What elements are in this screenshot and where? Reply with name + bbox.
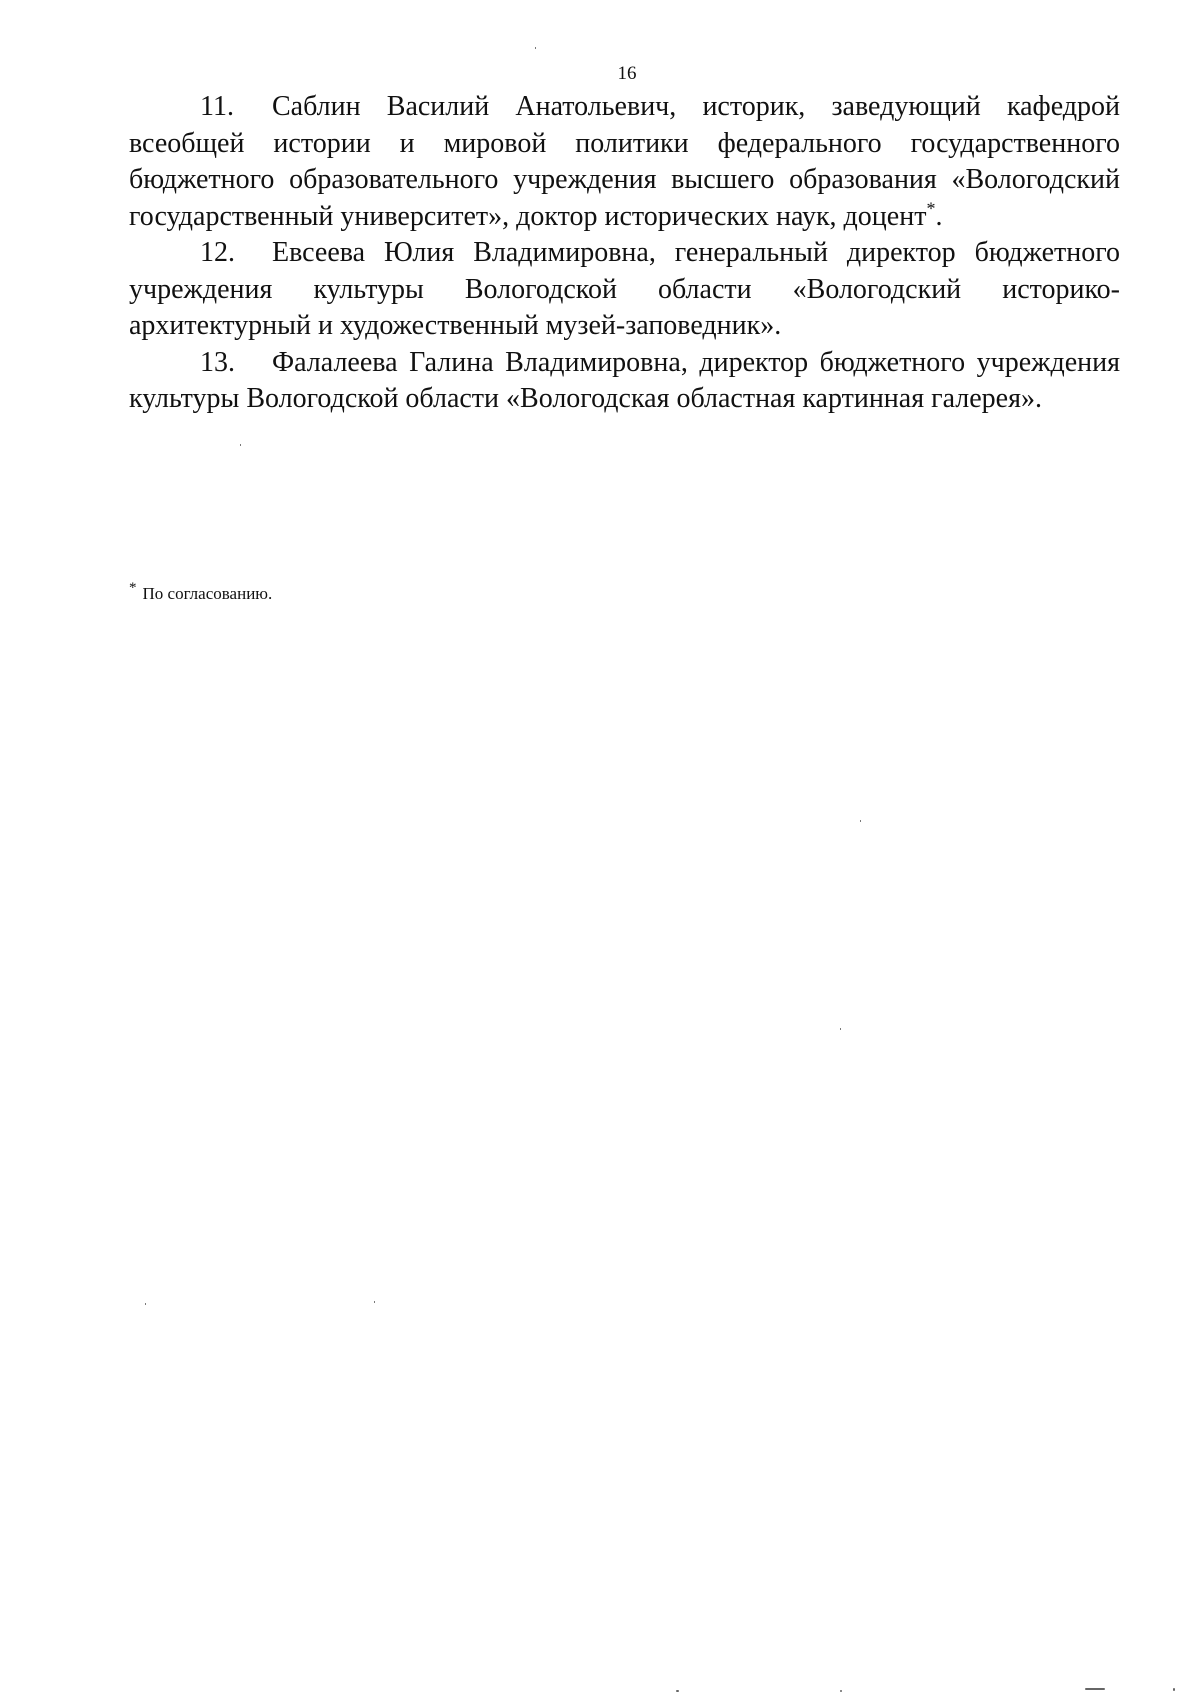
scan-speck xyxy=(1173,1688,1175,1691)
footnote xyxy=(129,580,273,604)
scan-speck xyxy=(840,1690,842,1692)
list-item xyxy=(129,89,1120,235)
item-text: Евсеева Юлия Владимировна, генеральный директор бюджетного учреждения культуры Вологодской области «Вологодский историко-архитектурный и художественный музей-заповедник». xyxy=(129,237,1120,341)
item-text: Фалалеева Галина Владимировна, директор бюджетного учреждения культуры Вологодской области «Вологодская областная картинная галерея». xyxy=(129,346,1120,414)
scan-speck xyxy=(860,820,861,822)
scan-speck xyxy=(840,1028,841,1030)
scan-speck xyxy=(374,1301,375,1303)
page-number: 16 xyxy=(617,63,637,84)
item-number: 12. xyxy=(200,237,235,268)
footnote-reference: * xyxy=(926,198,936,219)
scan-speck xyxy=(240,444,241,446)
scan-speck xyxy=(1085,1688,1105,1690)
footnote-mark: * xyxy=(129,580,137,597)
list-item xyxy=(129,345,1120,418)
member-list xyxy=(129,89,1120,418)
footnote-text: По согласованию. xyxy=(142,584,273,603)
item-text: Саблин Василий Анатольевич, историк, заведующий кафедрой всеобщей истории и мировой политики федерального государственного бюджетного образовательного учреждения высшего образования «Вологодский государственный университет», доктор исторических наук, доцент xyxy=(129,91,1120,232)
scan-speck xyxy=(676,1690,679,1692)
scan-speck xyxy=(145,1303,146,1305)
item-number: 13. xyxy=(200,346,235,378)
list-item xyxy=(129,235,1120,345)
item-number: 11. xyxy=(200,91,234,122)
item-end: . xyxy=(935,200,943,232)
scan-speck xyxy=(535,47,536,49)
